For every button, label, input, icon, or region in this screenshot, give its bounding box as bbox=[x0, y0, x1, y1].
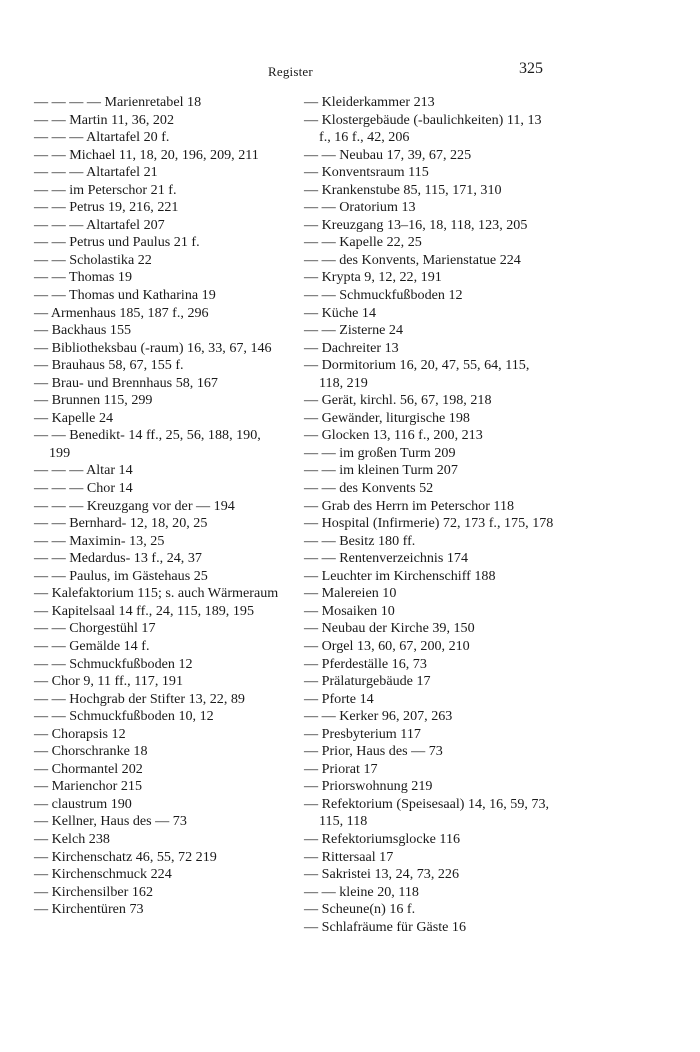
index-entry: — Krankenstube 85, 115, 171, 310 bbox=[304, 181, 502, 198]
page-header bbox=[0, 0, 700, 90]
index-entry: — Neubau der Kirche 39, 150 bbox=[304, 620, 475, 637]
page-number: 325 bbox=[519, 60, 543, 77]
index-entry: — Kapelle 24 bbox=[34, 409, 114, 426]
index-entry: — Kirchenschatz 46, 55, 72 219 bbox=[34, 848, 217, 865]
index-entry: — Armenhaus 185, 187 f., 296 bbox=[34, 304, 209, 321]
index-entry: — Küche 14 bbox=[304, 304, 377, 321]
index-entry: — Sakristei 13, 24, 73, 226 bbox=[304, 866, 460, 883]
index-entry: — — im großen Turm 209 bbox=[304, 444, 456, 461]
index-entry: — — Besitz 180 ff. bbox=[304, 532, 416, 549]
index-entry: — Dachreiter 13 bbox=[304, 339, 399, 356]
index-entry: — — kleine 20, 118 bbox=[304, 883, 419, 900]
index-entry: — Brunnen 115, 299 bbox=[34, 392, 153, 409]
index-entry: — Leuchter im Kirchenschiff 188 bbox=[304, 567, 496, 584]
index-entry: — — Gemälde 14 f. bbox=[34, 637, 150, 654]
index-entry: — Malereien 10 bbox=[304, 585, 397, 602]
index-entry: — Kirchensilber 162 bbox=[34, 883, 153, 900]
index-entry: — claustrum 190 bbox=[34, 795, 132, 812]
index-entry: — Gewänder, liturgische 198 bbox=[304, 409, 470, 426]
index-entry: — Prälaturgebäude 17 bbox=[304, 673, 431, 690]
index-entry: — Kirchentüren 73 bbox=[34, 901, 144, 918]
index-entry: — — — Altar 14 bbox=[34, 462, 133, 479]
index-entry: — Marienchor 215 bbox=[34, 778, 143, 795]
index-entry: — Orgel 13, 60, 67, 200, 210 bbox=[304, 637, 470, 654]
running-head: Register bbox=[268, 64, 313, 79]
index-entry: — Konventsraum 115 bbox=[304, 164, 429, 181]
index-entry: — Glocken 13, 116 f., 200, 213 bbox=[304, 427, 483, 444]
index-entry: — — Maximin- 13, 25 bbox=[34, 532, 165, 549]
index-entry: — — im kleinen Turm 207 bbox=[304, 462, 458, 479]
index-entry: — Bibliotheksbau (-raum) 16, 33, 67, 146 bbox=[34, 339, 272, 356]
index-entry: — Dormitorium 16, 20, 47, 55, 64, 115, 118, 219 bbox=[304, 357, 530, 391]
index-entry: — Scheune(n) 16 f. bbox=[304, 901, 416, 918]
index-entry: — — — Kreuzgang vor der — 194 bbox=[34, 497, 235, 514]
index-entry: — — Scholastika 22 bbox=[34, 251, 152, 268]
index-entry: — Kalefaktorium 115; s. auch Wärmeraum bbox=[34, 585, 279, 602]
index-entry: — Chorapsis 12 bbox=[34, 725, 126, 742]
index-entry: — Presbyterium 117 bbox=[304, 725, 421, 742]
index-entry: — Refektorium (Speisesaal) 14, 16, 59, 73, 115, 118 bbox=[304, 795, 550, 830]
index-entry: — — — Altartafel 207 bbox=[34, 216, 165, 233]
index-entry: — Refektoriumsglocke 116 bbox=[304, 830, 461, 847]
index-entry: — — Oratorium 13 bbox=[304, 199, 416, 216]
index-entry: — — Neubau 17, 39, 67, 225 bbox=[304, 146, 472, 163]
index-entry: — Kellner, Haus des — 73 bbox=[34, 813, 187, 830]
index-entry: — Schlafräume für Gäste 16 bbox=[304, 918, 467, 935]
index-entry: — Priorswohnung 219 bbox=[304, 778, 433, 795]
index-entry: — — Chorgestühl 17 bbox=[34, 620, 156, 637]
index-entry: — — Benedikt- 14 ff., 25, 56, 188, 190, 199 bbox=[34, 427, 261, 461]
index-entry: — — — — Marienretabel 18 bbox=[34, 94, 202, 110]
index-column-right bbox=[304, 94, 554, 936]
index-entry: — Priorat 17 bbox=[304, 760, 378, 777]
index-entry: — — des Konvents, Marienstatue 224 bbox=[304, 251, 521, 268]
index-entry: — Chor 9, 11 ff., 117, 191 bbox=[34, 673, 184, 690]
index-column-left bbox=[34, 94, 282, 919]
index-entry: — Kelch 238 bbox=[34, 830, 110, 847]
index-entry: — Krypta 9, 12, 22, 191 bbox=[304, 269, 442, 286]
index-entry: — — Petrus und Paulus 21 f. bbox=[34, 234, 200, 251]
index-entry: — Hospital (Infirmerie) 72, 173 f., 175, 178 bbox=[304, 515, 554, 532]
index-entry: — — des Konvents 52 bbox=[304, 480, 434, 497]
index-entry: — — Paulus, im Gästehaus 25 bbox=[34, 567, 208, 584]
index-entry: — — Zisterne 24 bbox=[304, 322, 404, 339]
index-entry: — — im Peterschor 21 f. bbox=[34, 181, 177, 198]
index-entry: — — Medardus- 13 f., 24, 37 bbox=[34, 550, 202, 567]
index-entry: — — — Altartafel 20 f. bbox=[34, 129, 170, 146]
index-entry: — — Michael 11, 18, 20, 196, 209, 211 bbox=[34, 146, 259, 163]
index-entry: — Chorschranke 18 bbox=[34, 743, 148, 760]
index-entry: — Pforte 14 bbox=[304, 690, 374, 707]
index-entry: — Brauhaus 58, 67, 155 f. bbox=[34, 357, 184, 374]
index-entry: — Prior, Haus des — 73 bbox=[304, 743, 443, 760]
index-entry: — — Bernhard- 12, 18, 20, 25 bbox=[34, 515, 208, 532]
index-entry: — — Kapelle 22, 25 bbox=[304, 234, 422, 251]
index-entry: — — Schmuckfußboden 12 bbox=[304, 287, 463, 304]
index-entry: — Brau- und Brennhaus 58, 167 bbox=[34, 374, 218, 391]
index-entry: — Mosaiken 10 bbox=[304, 602, 395, 619]
index-entry: — Kapitelsaal 14 ff., 24, 115, 189, 195 bbox=[34, 602, 254, 619]
index-entry: — — Thomas und Katharina 19 bbox=[34, 287, 216, 304]
index-entry: — — Thomas 19 bbox=[34, 269, 133, 286]
index-entry: — Gerät, kirchl. 56, 67, 198, 218 bbox=[304, 392, 492, 409]
index-entry: — — Schmuckfußboden 10, 12 bbox=[34, 708, 214, 725]
index-entry: — Kleiderkammer 213 bbox=[304, 94, 435, 110]
index-entry: — Rittersaal 17 bbox=[304, 848, 394, 865]
index-entry: — — Petrus 19, 216, 221 bbox=[34, 199, 179, 216]
index-entry: — — Martin 11, 36, 202 bbox=[34, 111, 175, 128]
index-entry: — Klostergebäude (-baulichkeiten) 11, 13 f., 16 f., 42, 206 bbox=[304, 111, 542, 146]
index-entry: — — Rentenverzeichnis 174 bbox=[304, 550, 468, 567]
index-entry: — — — Altartafel 21 bbox=[34, 164, 158, 181]
index-entry: — Chormantel 202 bbox=[34, 760, 143, 777]
index-entry: — — Schmuckfußboden 12 bbox=[34, 655, 193, 672]
index-entry: — — Hochgrab der Stifter 13, 22, 89 bbox=[34, 690, 245, 707]
index-entry: — — — Chor 14 bbox=[34, 480, 133, 497]
index-entry: — Backhaus 155 bbox=[34, 322, 132, 339]
index-entry: — Grab des Herrn im Peterschor 118 bbox=[304, 497, 515, 514]
index-entry: — Pferdeställe 16, 73 bbox=[304, 655, 427, 672]
index-entry: — — Kerker 96, 207, 263 bbox=[304, 708, 453, 725]
index-entry: — Kreuzgang 13–16, 18, 118, 123, 205 bbox=[304, 216, 528, 233]
index-entry: — Kirchenschmuck 224 bbox=[34, 866, 172, 883]
